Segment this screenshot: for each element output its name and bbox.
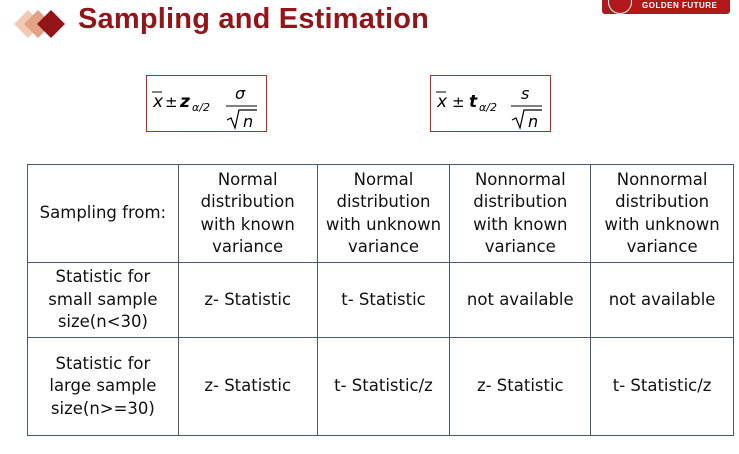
formula-t-subscript: α/2	[479, 101, 497, 114]
formula-t-mean: x	[437, 92, 448, 112]
formula-t-box	[430, 75, 551, 132]
formula-z	[147, 76, 268, 133]
table-cell: t- Statistic	[317, 263, 450, 338]
formula-z-pm: ±	[165, 93, 178, 111]
table-row	[28, 338, 734, 436]
brand-logo	[602, 0, 730, 14]
table-cell: not available	[591, 263, 734, 338]
seal-icon	[608, 0, 632, 14]
formula-z-stat: z	[180, 92, 190, 112]
formula-t-numerator: s	[521, 84, 530, 103]
diamonds-icon	[14, 6, 74, 42]
row-label: Statistic for small sample size(n<30)	[28, 263, 179, 338]
column-header: Nonnormal distribution with known variance	[450, 165, 591, 263]
page-title: Sampling and Estimation	[78, 3, 430, 35]
sampling-table	[27, 164, 734, 436]
table-cell: not available	[450, 263, 591, 338]
table-cell: z- Statistic	[178, 263, 317, 338]
formula-t-stat: t	[469, 92, 478, 112]
table-cell: t- Statistic/z	[317, 338, 450, 436]
logo-text: GOLDEN FUTURE	[642, 1, 718, 10]
table-cell: t- Statistic/z	[591, 338, 734, 436]
formula-t-radicand: n	[528, 112, 539, 131]
row-label: Statistic for large sample size(n>=30)	[28, 338, 179, 436]
table-cell: z- Statistic	[450, 338, 591, 436]
column-header: Nonnormal distribution with unknown variance	[591, 165, 734, 263]
formula-z-box	[146, 75, 267, 132]
table-cell: z- Statistic	[178, 338, 317, 436]
column-header: Normal distribution with unknown variance	[317, 165, 450, 263]
formula-t	[431, 76, 552, 133]
formula-t-pm: ±	[452, 93, 465, 111]
formula-z-subscript: α/2	[192, 101, 210, 114]
column-header: Normal distribution with known variance	[178, 165, 317, 263]
table-header-row	[28, 165, 734, 263]
formula-z-radicand: n	[243, 112, 254, 131]
corner-cell: Sampling from:	[28, 165, 179, 263]
formula-z-numerator: σ	[235, 84, 246, 103]
table-row	[28, 263, 734, 338]
formula-z-mean: x	[153, 92, 164, 112]
